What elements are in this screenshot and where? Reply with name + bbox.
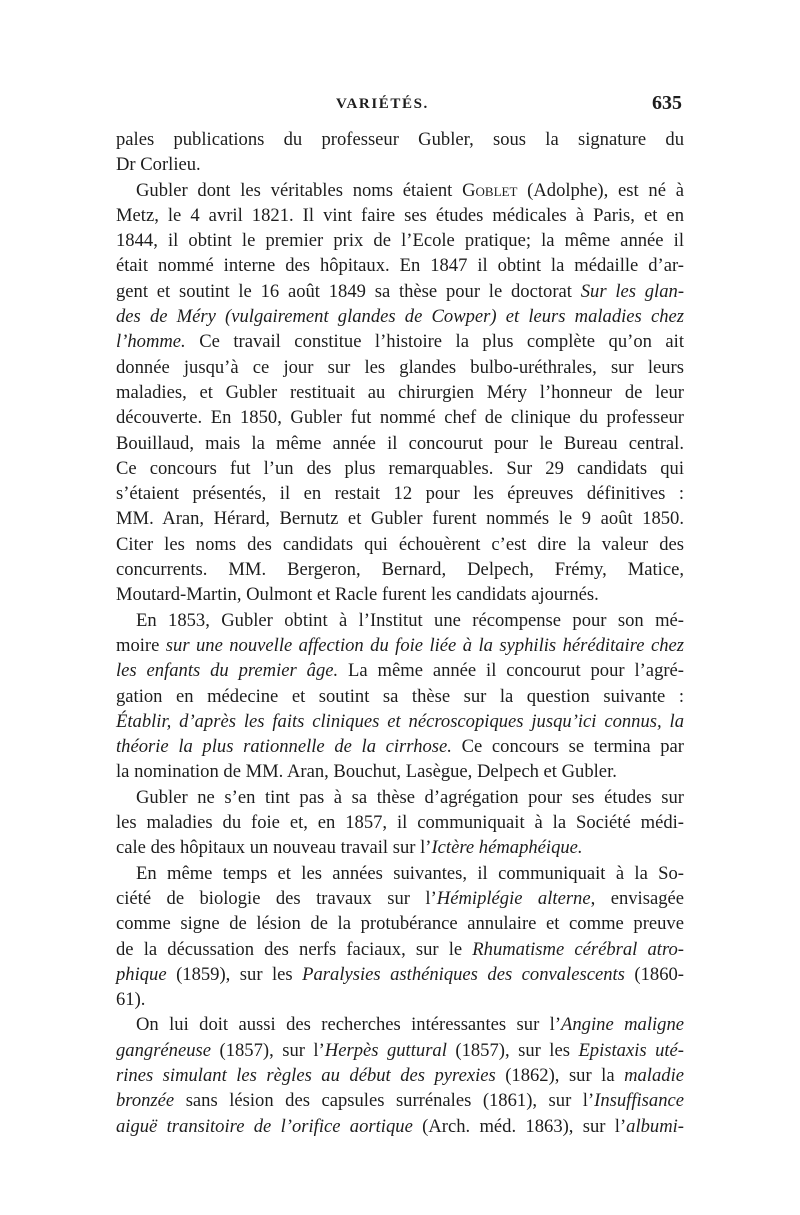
- text-line: [116, 633, 684, 658]
- text-line: [116, 1063, 684, 1088]
- text-line: [116, 355, 684, 380]
- text-run: (1860-: [624, 963, 684, 985]
- text-line: [116, 228, 684, 253]
- text-run: les maladies du foie et, en 1857, il communiquait à la Société médi-: [116, 812, 684, 834]
- text-line: [116, 279, 684, 304]
- text-line: [116, 1114, 684, 1139]
- text-line: [116, 178, 684, 203]
- text-line: [116, 152, 684, 177]
- italic-text: Insuffisance: [594, 1090, 684, 1112]
- body-text: [116, 127, 684, 1139]
- italic-text: Hémiplégie alterne: [436, 887, 591, 909]
- italic-text: Paralysies asthéniques des convalescents: [302, 963, 625, 985]
- italic-text: gangréneuse: [116, 1039, 212, 1061]
- italic-text: les enfants du premier âge.: [116, 660, 339, 682]
- text-run: Ce concours se termina par: [451, 736, 684, 758]
- text-line: [116, 127, 684, 152]
- text-run: En même temps et les années suivantes, il communiquait à la So-: [136, 862, 684, 884]
- text-run: Ce concours fut l’un des plus remarquables. Sur 29 candidats qui: [116, 457, 684, 479]
- text-run: comme signe de lésion de la protubérance annulaire et comme preuve: [116, 913, 684, 935]
- italic-text: théorie la plus rationnelle de la cirrhose.: [116, 736, 452, 758]
- text-run: donnée jusqu’à ce jour sur les glandes bulbo-uréthrales, sur leurs: [116, 356, 684, 378]
- page-number: 635: [652, 92, 682, 114]
- text-run: moire: [116, 634, 166, 656]
- text-line: [116, 1038, 684, 1063]
- italic-text: l’homme.: [116, 331, 186, 353]
- text-run: , envisagée: [590, 887, 684, 909]
- text-run: 61).: [116, 989, 146, 1011]
- italic-text: Epistaxis uté-: [578, 1039, 685, 1061]
- text-line: [116, 431, 684, 456]
- text-line: [116, 253, 684, 278]
- italic-text: Rhumatisme cérébral atro-: [472, 938, 684, 960]
- text-line: [116, 506, 684, 531]
- text-line: [116, 861, 684, 886]
- text-line: [116, 759, 684, 784]
- text-run: Gubler ne s’en tint pas à sa thèse d’agrégation pour ses études sur: [136, 786, 684, 808]
- text-line: [116, 608, 684, 633]
- italic-text: phique: [116, 963, 167, 985]
- text-line: [116, 1012, 684, 1037]
- italic-text: sur une nouvelle affection du foie liée à la syphilis héréditaire chez: [165, 634, 684, 656]
- text-run: (Adolphe), est né à: [517, 179, 685, 201]
- text-line: [116, 1088, 684, 1113]
- text-line: [116, 304, 684, 329]
- text-run: s’étaient présentés, il en restait 12 pour les épreuves définitives :: [116, 483, 684, 505]
- page-header: [116, 92, 686, 122]
- text-run: de la décussation des nerfs faciaux, sur le: [116, 938, 473, 960]
- text-line: [116, 329, 684, 354]
- text-line: [116, 810, 684, 835]
- text-line: [116, 886, 684, 911]
- text-run: maladies, et Gubler restituait au chirurgien Méry l’honneur de leur: [116, 381, 684, 403]
- text-run: la nomination de MM. Aran, Bouchut, Lasègue, Delpech et Gubler.: [116, 761, 617, 783]
- text-run: (1857), sur l’: [211, 1039, 325, 1061]
- running-head: VARIÉTÉS.: [336, 96, 429, 112]
- text-line: [116, 380, 684, 405]
- italic-text: bronzée: [116, 1090, 175, 1112]
- text-line: [116, 684, 684, 709]
- text-line: [116, 532, 684, 557]
- text-run: (1859), sur les: [166, 963, 303, 985]
- text-run: était nommé interne des hôpitaux. En 1847 il obtint la médaille d’ar-: [116, 255, 684, 277]
- text-line: [116, 481, 684, 506]
- text-run: découverte. En 1850, Gubler fut nommé chef de clinique du professeur: [116, 407, 684, 429]
- text-line: [116, 785, 684, 810]
- text-line: [116, 709, 684, 734]
- text-line: [116, 734, 684, 759]
- text-run: 1844, il obtint le premier prix de l’Ecole pratique; la même année il: [116, 230, 684, 252]
- text-line: [116, 835, 684, 860]
- italic-text: albumi-: [626, 1115, 684, 1137]
- text-run: Dr Corlieu.: [116, 154, 201, 176]
- italic-text: aiguë transitoire de l’orifice aortique: [116, 1115, 413, 1137]
- text-run: Moutard-Martin, Oulmont et Racle furent les candidats ajournés.: [116, 584, 599, 606]
- italic-text: Angine maligne: [561, 1014, 685, 1036]
- text-run: MM. Aran, Hérard, Bernutz et Gubler furent nommés le 9 août 1850.: [116, 508, 684, 530]
- text-line: [116, 911, 684, 936]
- italic-text: Établir, d’après les faits cliniques et nécroscopiques jusqu’ici connus, la: [116, 710, 684, 732]
- text-run: Gubler dont les véritables noms étaient: [136, 179, 463, 201]
- text-line: [116, 937, 684, 962]
- text-line: [116, 405, 684, 430]
- text-run: En 1853, Gubler obtint à l’Institut une récompense pour son mé-: [136, 609, 684, 631]
- small-caps-text: Goblet: [462, 179, 518, 201]
- italic-text: Herpès guttural: [324, 1039, 447, 1061]
- italic-text: des de Méry (vulgairement glandes de Cowper) et leurs maladies chez: [116, 306, 684, 328]
- text-run: La même année il concourut pour l’agré-: [338, 660, 684, 682]
- italic-text: maladie: [624, 1064, 684, 1086]
- text-run: (1857), sur les: [446, 1039, 579, 1061]
- text-run: ciété de biologie des travaux sur l’: [116, 887, 437, 909]
- text-run: concurrents. MM. Bergeron, Bernard, Delpech, Frémy, Matice,: [116, 559, 684, 581]
- text-run: pales publications du professeur Gubler, sous la signature du: [116, 129, 684, 150]
- text-line: [116, 557, 684, 582]
- text-line: [116, 962, 684, 987]
- text-run: cale des hôpitaux un nouveau travail sur l’: [116, 837, 432, 859]
- italic-text: rines simulant les règles au début des pyrexies: [116, 1064, 496, 1086]
- text-run: Ce travail constitue l’histoire la plus complète qu’on ait: [185, 331, 684, 353]
- italic-text: Sur les glan-: [580, 280, 685, 302]
- italic-text: Ictère hémaphéique.: [431, 837, 583, 859]
- text-run: gation en médecine et soutint sa thèse sur la question suivante :: [116, 685, 684, 707]
- text-line: [116, 987, 684, 1012]
- text-line: [116, 658, 684, 683]
- text-line: [116, 582, 684, 607]
- text-line: [116, 203, 684, 228]
- text-run: On lui doit aussi des recherches intéressantes sur l’: [136, 1014, 562, 1036]
- text-line: [116, 456, 684, 481]
- text-run: Bouillaud, mais la même année il concourut pour le Bureau central.: [116, 432, 684, 454]
- text-run: Metz, le 4 avril 1821. Il vint faire ses études médicales à Paris, et en: [116, 204, 684, 226]
- text-run: Citer les noms des candidats qui échouèrent c’est dire la valeur des: [116, 533, 684, 555]
- text-run: (Arch. méd. 1863), sur l’: [412, 1115, 627, 1137]
- text-run: gent et soutint le 16 août 1849 sa thèse pour le doctorat: [116, 280, 581, 302]
- text-run: (1862), sur la: [495, 1064, 625, 1086]
- text-run: sans lésion des capsules surrénales (1861), sur l’: [174, 1090, 595, 1112]
